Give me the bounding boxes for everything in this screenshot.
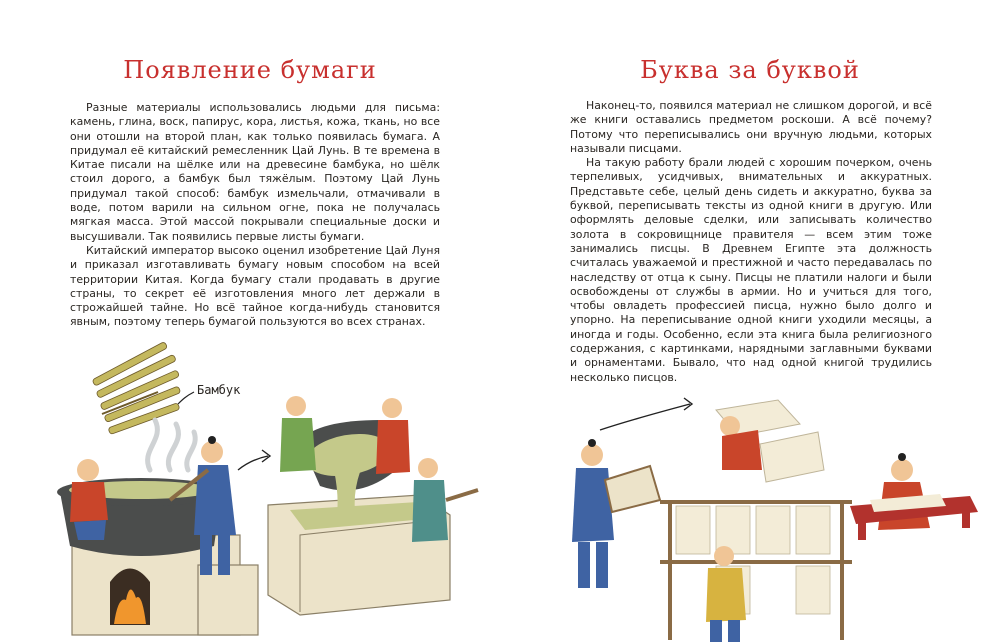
- paragraph: На такую работу брали людей с хорошим почерком, очень терпеливых, усидчивых, внимательных и аккуратных. Представьте себе, целый день сидеть и аккуратно, буква за буквой, переписывать тексты из одной книги в другую. Или оформлять деловые сделки, или записывать количество золота в сокровищнице правителя — всем этим тоже занимались писцы. В Древнем Египте эта должность считалась уважаемой и престижной и часто передавалась по наследству от отца к сыну. Писцы не платили налоги и были освобождены от службы в армии. Но и учиться для того, чтобы овладеть профессией писца, нужно было долго и упорно. На переписывание одной книги уходили месяцы, а иногда и годы. Особенно, если эта книга была религиозного содержания, с картинками, нарядными заглавными буквами и орнаментами. Бывало, что над одной книгой трудились несколько писцов.: [570, 156, 932, 384]
- worker-red: [70, 459, 108, 540]
- scribes-illustration: [500, 0, 1000, 643]
- bamboo-bundle: [92, 342, 181, 435]
- worker-green: [280, 396, 316, 472]
- arrow-right-icon: [238, 450, 270, 470]
- scribe-at-desk: [850, 453, 978, 540]
- bamboo-caption: Бамбук: [197, 383, 241, 397]
- caption-arrow-icon: [178, 392, 194, 404]
- page-title: Буква за буквой: [640, 56, 860, 84]
- page-title: Появление бумаги: [123, 56, 377, 84]
- page-right: [500, 0, 1000, 643]
- worker-teal: [412, 458, 478, 542]
- steam-icon: [148, 420, 196, 470]
- paragraph: Китайский император высоко оценил изобретение Цай Луня и приказал изготавливать бумагу новым способом на всей территории Китая. Когда бумагу стали продавать в другие страны, то секрет её изготовления много лет держали в строжайшей тайне. Но всё тайное когда-нибудь становится явным, поэтому теперь бумагой пользуются во всех странах.: [70, 243, 440, 329]
- arrow-right-icon: [600, 398, 692, 430]
- worker-with-frame: [572, 439, 660, 588]
- worker-pressing-paper: [716, 400, 824, 482]
- paragraph: Разные материалы использовались людьми для письма: камень, глина, воск, папирус, кора, листья, кожа, ткань, но все они отошли на второй план, как только появилась бумага. А придумал её китайский ремесленник Цай Лунь. В те времена в Китае писали на шёлке или на древесине бамбука, но шёлк стоил дорого, а бамбук был тяжёлым. Поэтому Цай Лунь придумал такой способ: бамбук измельчали, отмачивали в воде, потом варили на сильном огне, пока не получалась мягкая масса. Этой массой покрывали специальные доски и высушивали. Так появились первые листы бумаги.: [70, 101, 440, 243]
- worker-orange: [376, 398, 410, 474]
- paragraph: Наконец-то, появился материал не слишком дорогой, и всё же книги оставались предметом роскоши. А всё почему? Потому что переписывались они вручную людьми, которых называли писцами.: [570, 99, 932, 155]
- drying-rack: [660, 500, 852, 640]
